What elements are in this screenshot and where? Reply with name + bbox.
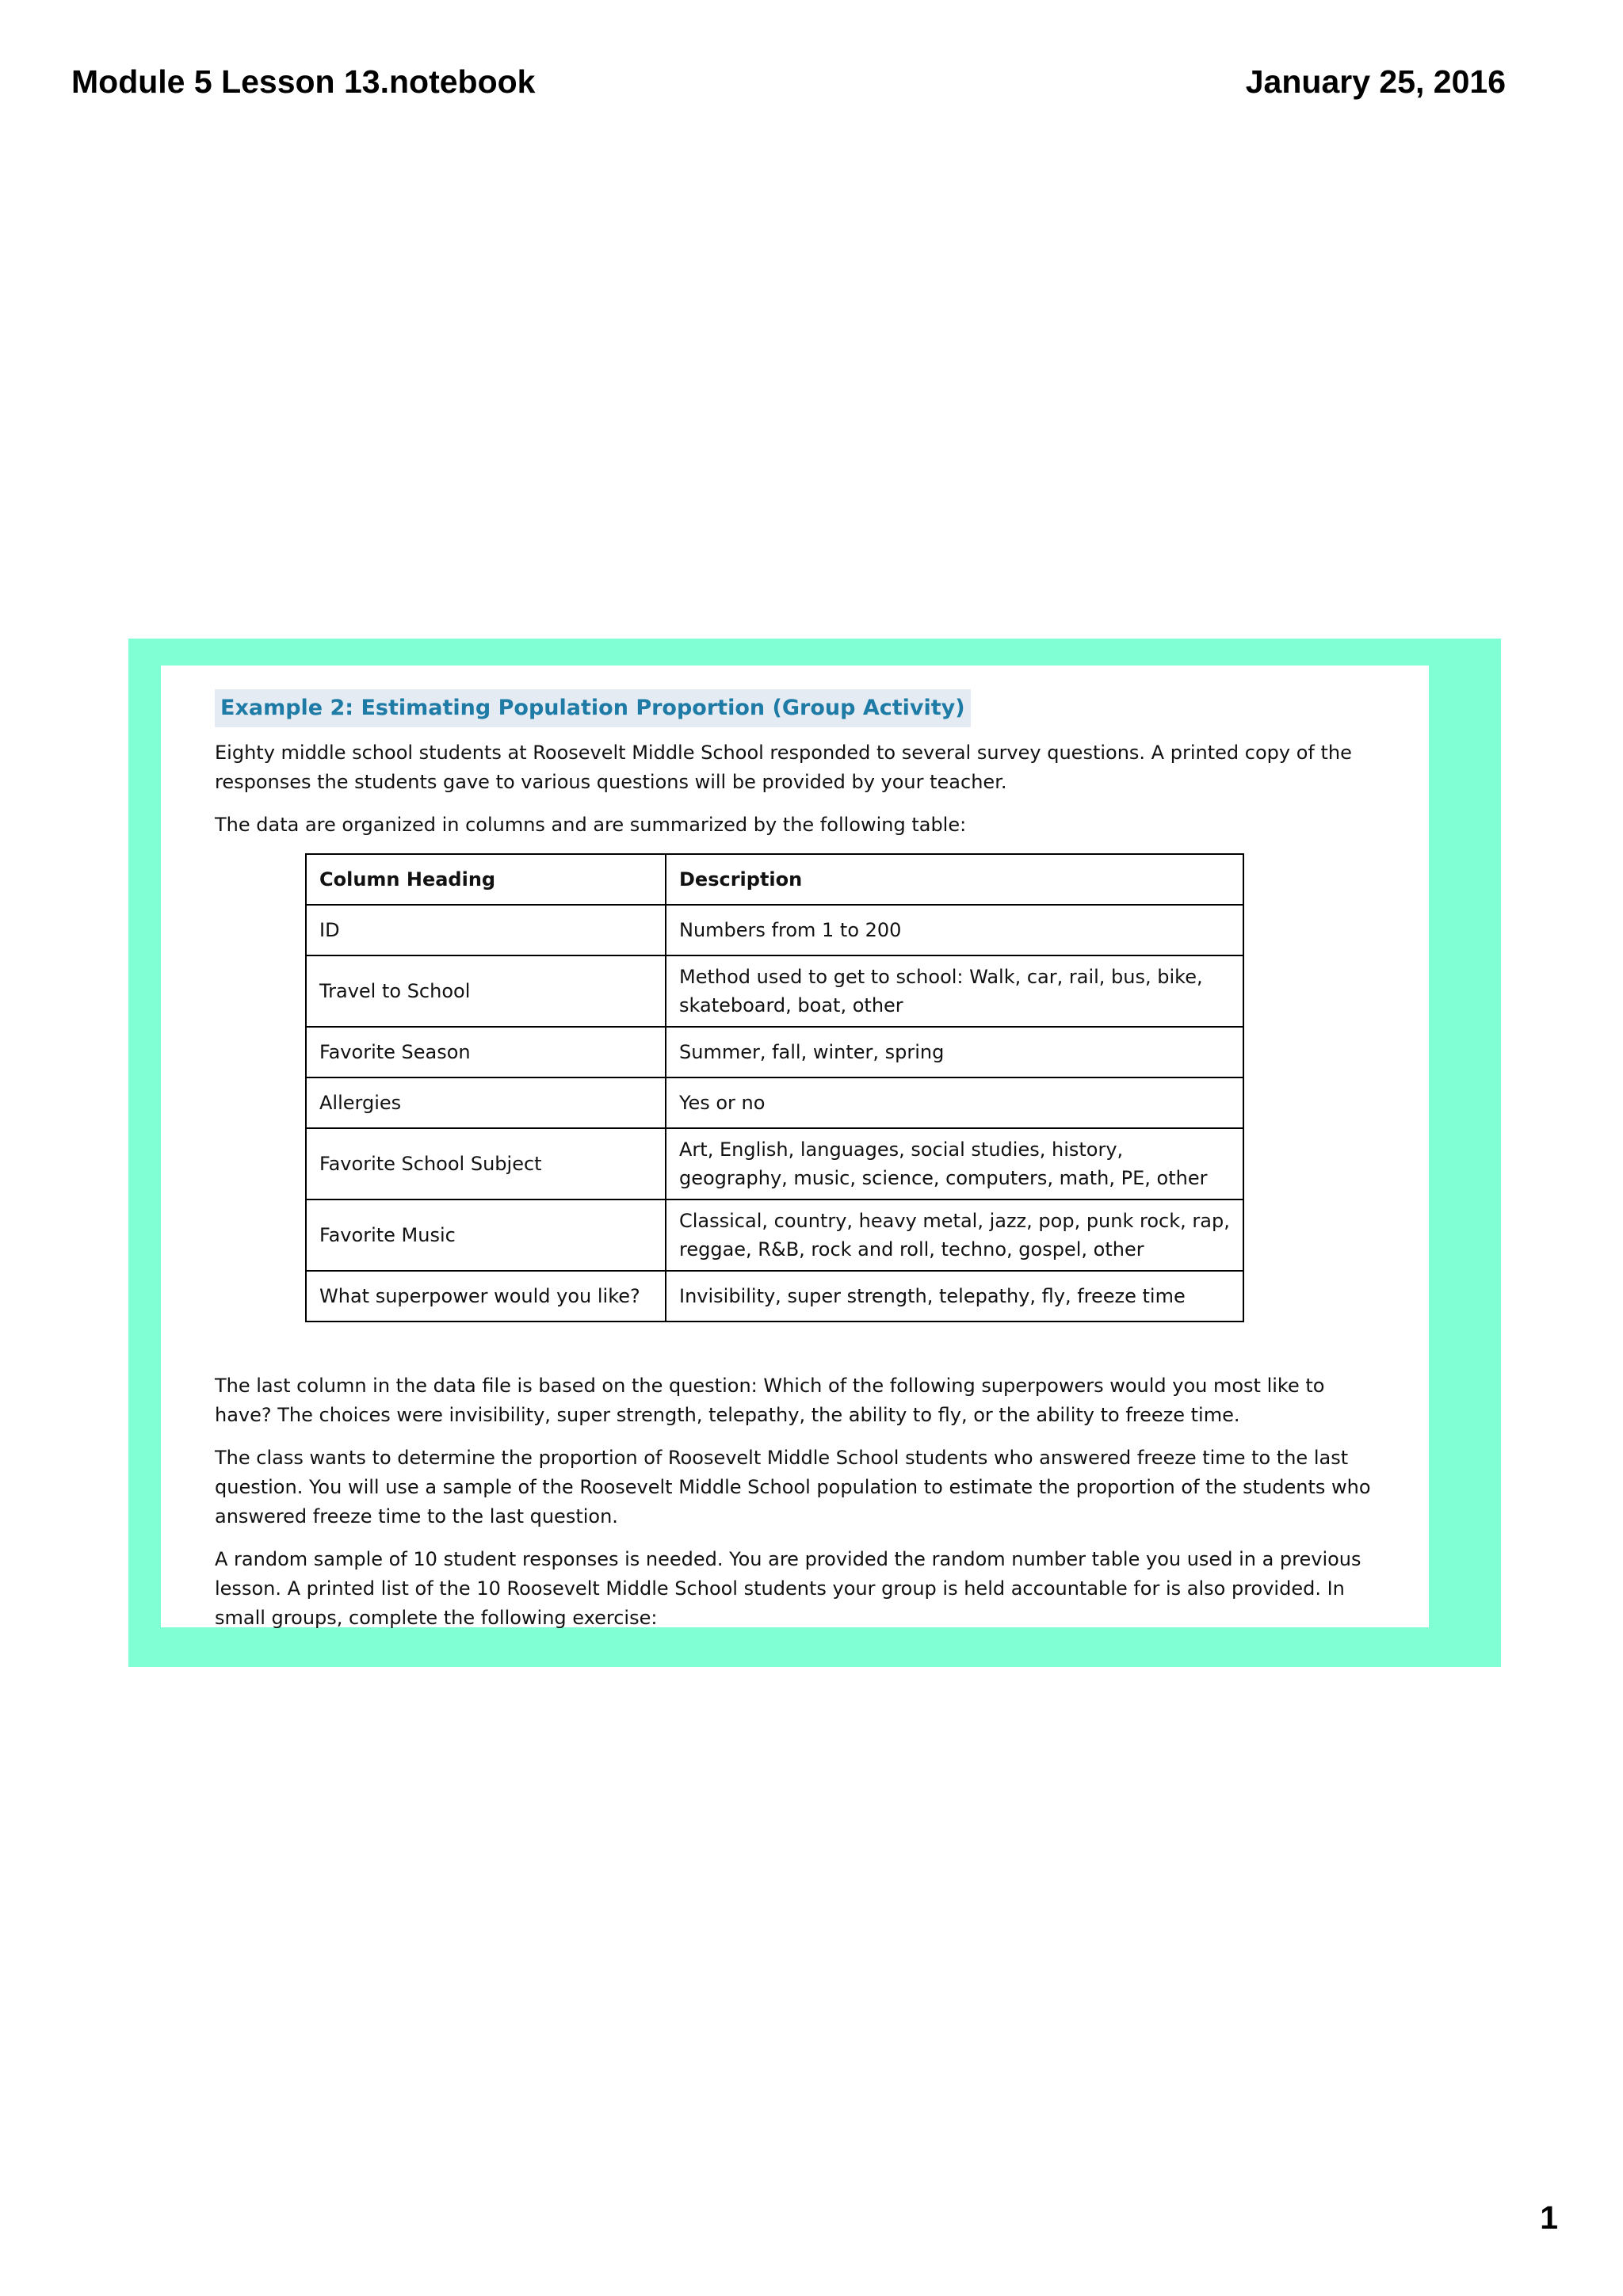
row-heading: ID bbox=[306, 905, 666, 955]
table-row bbox=[306, 1271, 1243, 1322]
table-row bbox=[306, 1027, 1243, 1077]
row-description: Classical, country, heavy metal, jazz, pop, punk rock, rap, reggae, R&B, rock and roll, techno, gospel, other bbox=[666, 1199, 1243, 1271]
organized-paragraph: The data are organized in columns and are summarized by the following table: bbox=[215, 814, 967, 836]
page-number: 1 bbox=[1540, 2199, 1558, 2236]
row-heading: What superpower would you like? bbox=[306, 1271, 666, 1322]
row-heading: Allergies bbox=[306, 1077, 666, 1128]
row-description: Summer, fall, winter, spring bbox=[666, 1027, 1243, 1077]
worksheet-content bbox=[215, 689, 1380, 1646]
row-description: Art, English, languages, social studies, history, geography, music, science, computers, math, PE, other bbox=[666, 1128, 1243, 1199]
description-header: Description bbox=[666, 854, 1243, 905]
page-date: January 25, 2016 bbox=[1245, 63, 1506, 100]
table-row bbox=[306, 1199, 1243, 1271]
embedded-worksheet-page bbox=[161, 666, 1429, 1627]
column-heading-header: Column Heading bbox=[306, 854, 666, 905]
table-row bbox=[306, 955, 1243, 1027]
class-goal-paragraph: The class wants to determine the proportion of Roosevelt Middle School students who answered freeze time to the last question. You will use a sample of the Roosevelt Middle School population to estimate the proportion of the students who answered freeze time to the last question. bbox=[215, 1447, 1371, 1527]
row-heading: Favorite Music bbox=[306, 1199, 666, 1271]
table-row bbox=[306, 1128, 1243, 1199]
row-heading: Travel to School bbox=[306, 955, 666, 1027]
row-heading: Favorite School Subject bbox=[306, 1128, 666, 1199]
row-description: Yes or no bbox=[666, 1077, 1243, 1128]
intro-paragraph: Eighty middle school students at Roosevelt Middle School responded to several survey questions. A printed copy of the responses the students gave to various questions will be provided by your teacher. bbox=[215, 742, 1352, 793]
random-sample-paragraph: A random sample of 10 student responses is needed. You are provided the random number table you used in a previous lesson. A printed list of the 10 Roosevelt Middle School students your group is held accountable for is also provided. In small groups, complete the following exercise: bbox=[215, 1548, 1361, 1629]
row-description: Numbers from 1 to 200 bbox=[666, 905, 1243, 955]
column-description-table bbox=[305, 853, 1244, 1322]
table-header-row bbox=[306, 854, 1243, 905]
example-title: Example 2: Estimating Population Proportion (Group Activity) bbox=[215, 689, 971, 727]
last-column-paragraph: The last column in the data file is based on the question: Which of the following superpowers would you most like to have? The choices were invisibility, super strength, telepathy, the ability to fly, or the ability to freeze time. bbox=[215, 1375, 1325, 1426]
row-description: Invisibility, super strength, telepathy, fly, freeze time bbox=[666, 1271, 1243, 1322]
table-row bbox=[306, 1077, 1243, 1128]
notebook-title: Module 5 Lesson 13.notebook bbox=[71, 63, 536, 100]
row-description: Method used to get to school: Walk, car, rail, bus, bike, skateboard, boat, other bbox=[666, 955, 1243, 1027]
row-heading: Favorite Season bbox=[306, 1027, 666, 1077]
table-row bbox=[306, 905, 1243, 955]
